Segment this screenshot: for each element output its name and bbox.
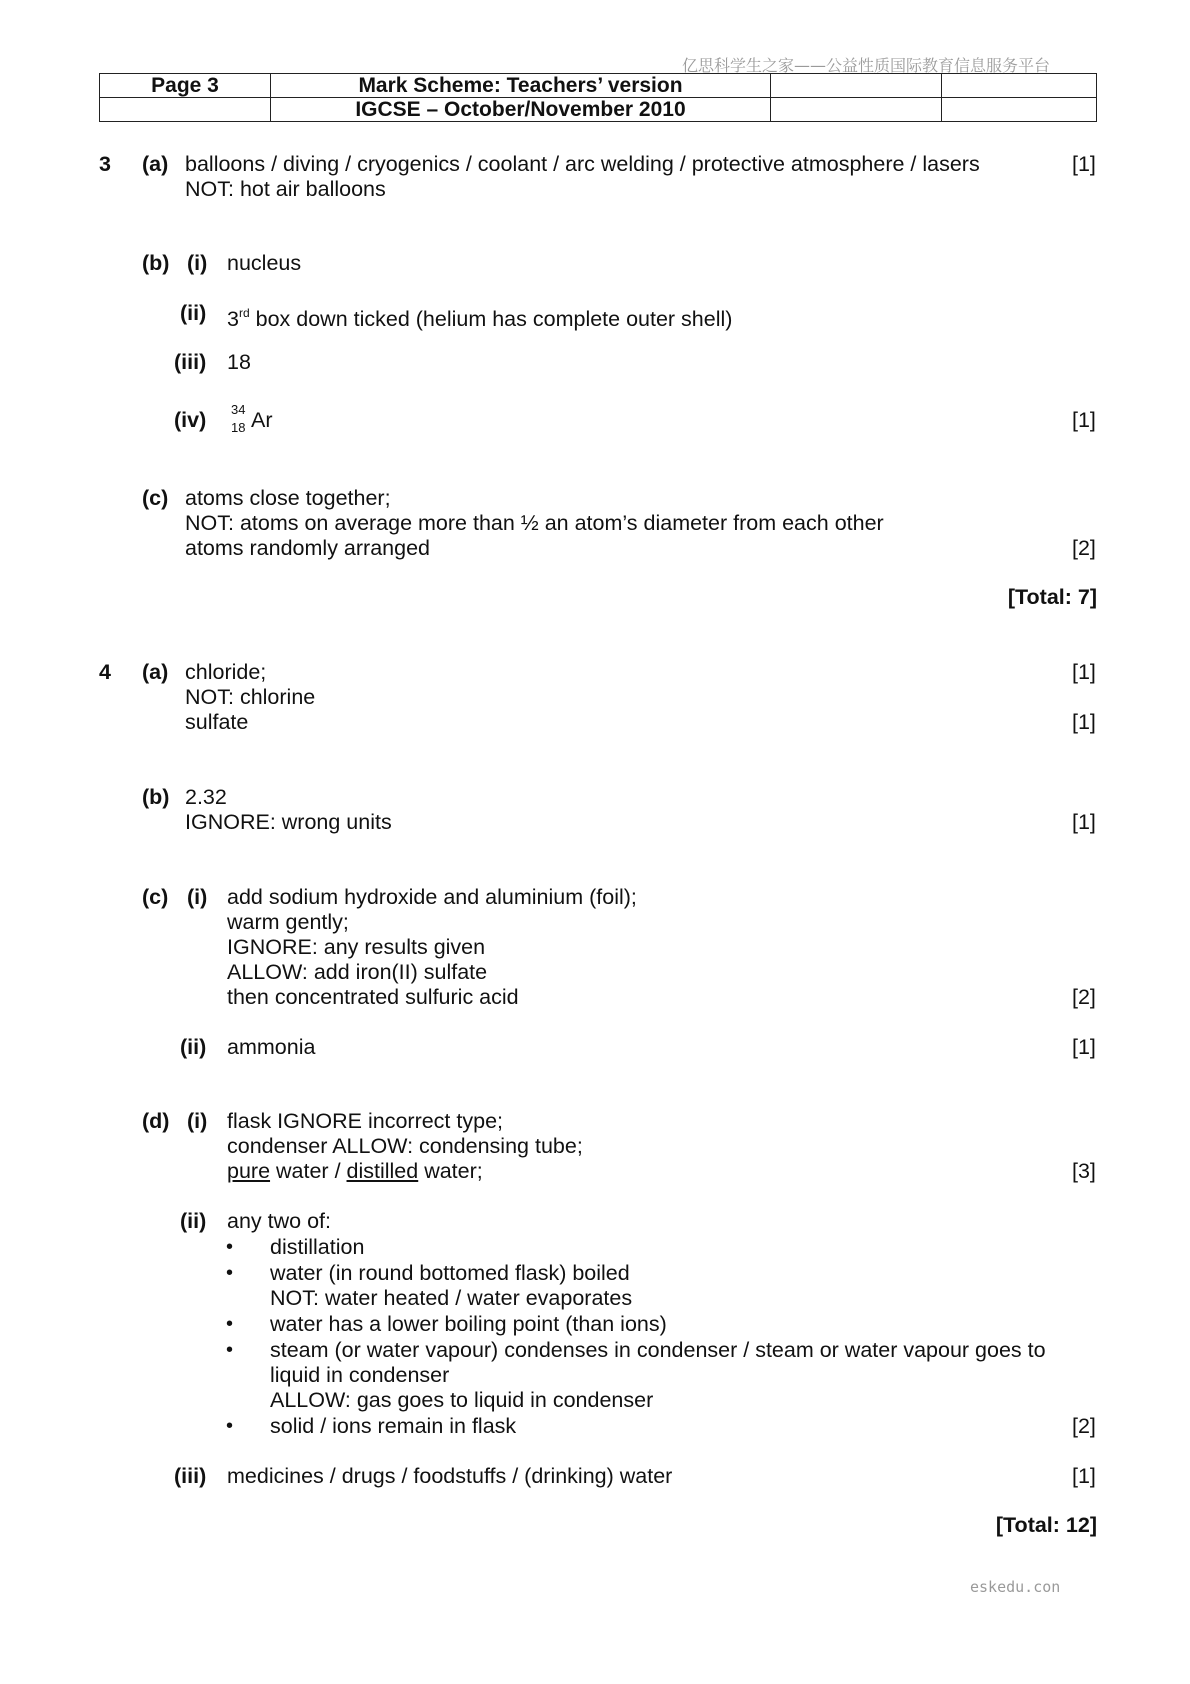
- total-mark: [Total: 12]: [995, 1513, 1097, 1537]
- answer-note: ALLOW: add iron(II) sulfate: [227, 960, 488, 984]
- header-empty-cell: [942, 74, 1097, 98]
- atomic-number: 18: [231, 420, 246, 435]
- subpart-label: (ii): [180, 1209, 207, 1233]
- answer-text: warm gently;: [227, 910, 349, 934]
- mass-number: 34: [231, 402, 246, 417]
- answer-note: NOT: chlorine: [185, 685, 316, 709]
- mark: [1]: [1072, 810, 1096, 834]
- subpart-label: (i): [187, 1109, 208, 1133]
- bullet-text: liquid in condenser: [270, 1363, 450, 1387]
- bullet-icon: •: [226, 1236, 234, 1258]
- bullet-text: distillation: [270, 1235, 365, 1259]
- mark: [1]: [1072, 408, 1096, 432]
- answer-note: NOT: hot air balloons: [185, 177, 386, 201]
- total-mark: [Total: 7]: [1007, 585, 1097, 609]
- underlined-word: distilled: [346, 1159, 419, 1183]
- mark: [2]: [1072, 985, 1096, 1009]
- answer-text: 18: [227, 350, 251, 374]
- question-number: 4: [99, 660, 111, 684]
- bullet-text: water has a lower boiling point (than ions): [270, 1312, 667, 1336]
- mark: [1]: [1072, 152, 1096, 176]
- header-empty-cell: [100, 98, 271, 122]
- header-empty-cell: [771, 74, 942, 98]
- answer-fragment: water;: [418, 1159, 483, 1183]
- subpart-label: (iv): [174, 408, 207, 432]
- isotope-notation: [231, 403, 291, 437]
- part-label: (c): [142, 885, 169, 909]
- mark: [3]: [1072, 1159, 1096, 1183]
- mark: [1]: [1072, 1464, 1096, 1488]
- answer-text: then concentrated sulfuric acid: [227, 985, 519, 1009]
- answer-text: atoms randomly arranged: [185, 536, 430, 560]
- part-label: (b): [142, 251, 170, 275]
- header-empty-cell: [942, 98, 1097, 122]
- ordinal-suffix: rd: [238, 306, 250, 320]
- answer-text: condenser ALLOW: condensing tube;: [227, 1134, 583, 1158]
- bullet-note: ALLOW: gas goes to liquid in condenser: [270, 1388, 654, 1412]
- answer-text: add sodium hydroxide and aluminium (foil);: [227, 885, 637, 909]
- bullet-icon: •: [226, 1339, 234, 1361]
- underlined-word: pure: [227, 1159, 271, 1183]
- subpart-label: (ii): [180, 1035, 207, 1059]
- header-table: [99, 73, 1097, 122]
- answer-text: 2.32: [185, 785, 227, 809]
- part-label: (b): [142, 785, 170, 809]
- answer-fragment: water /: [270, 1159, 347, 1183]
- header-title: Mark Scheme: Teachers’ version: [271, 74, 771, 98]
- answer-text: any two of:: [227, 1209, 331, 1233]
- bullet-note: NOT: water heated / water evaporates: [270, 1286, 633, 1310]
- mark: [1]: [1072, 1035, 1096, 1059]
- subpart-label: (ii): [180, 301, 207, 325]
- bullet-icon: •: [226, 1262, 234, 1284]
- mark: [2]: [1072, 1414, 1096, 1438]
- answer-text: sulfate: [185, 710, 249, 734]
- part-label: (c): [142, 486, 169, 510]
- part-label: (a): [142, 660, 169, 684]
- header-empty-cell: [771, 98, 942, 122]
- subpart-label: (i): [187, 251, 208, 275]
- subpart-label: (iii): [174, 350, 207, 374]
- bullet-icon: •: [226, 1313, 234, 1335]
- header-page: Page 3: [100, 74, 271, 98]
- mark: [1]: [1072, 710, 1096, 734]
- bullet-icon: •: [226, 1415, 234, 1437]
- answer-text: [227, 300, 732, 332]
- answer-text: chloride;: [185, 660, 267, 684]
- footer-watermark: eskedu.con: [970, 1578, 1061, 1596]
- header-exam: IGCSE – October/November 2010: [271, 98, 771, 122]
- answer-text: atoms close together;: [185, 486, 391, 510]
- answer-number: 3: [227, 307, 239, 331]
- part-label: (a): [142, 152, 169, 176]
- element-symbol: Ar: [251, 408, 273, 432]
- bullet-text: water (in round bottomed flask) boiled: [270, 1261, 630, 1285]
- answer-text: [227, 1158, 483, 1184]
- answer-note: IGNORE: wrong units: [185, 810, 392, 834]
- answer-text: ammonia: [227, 1035, 316, 1059]
- answer-note: NOT: atoms on average more than ½ an atom’s diameter from each other: [185, 511, 884, 535]
- part-label: (d): [142, 1109, 170, 1133]
- answer-text: flask IGNORE incorrect type;: [227, 1109, 503, 1133]
- watermark-text: 亿思科学生之家——公益性质国际教育信息服务平台: [682, 56, 1051, 75]
- answer-text: medicines / drugs / foodstuffs / (drinking) water: [227, 1464, 673, 1488]
- bullet-text: solid / ions remain in flask: [270, 1414, 517, 1438]
- answer-text: balloons / diving / cryogenics / coolant / arc welding / protective atmosphere / lasers: [185, 152, 980, 176]
- question-number: 3: [99, 152, 111, 176]
- answer-text: nucleus: [227, 251, 302, 275]
- bullet-text: steam (or water vapour) condenses in condenser / steam or water vapour goes to: [270, 1338, 1046, 1362]
- subpart-label: (i): [187, 885, 208, 909]
- answer-note: IGNORE: any results given: [227, 935, 486, 959]
- mark: [2]: [1072, 536, 1096, 560]
- mark: [1]: [1072, 660, 1096, 684]
- answer-rest: box down ticked (helium has complete outer shell): [249, 307, 733, 331]
- subpart-label: (iii): [174, 1464, 207, 1488]
